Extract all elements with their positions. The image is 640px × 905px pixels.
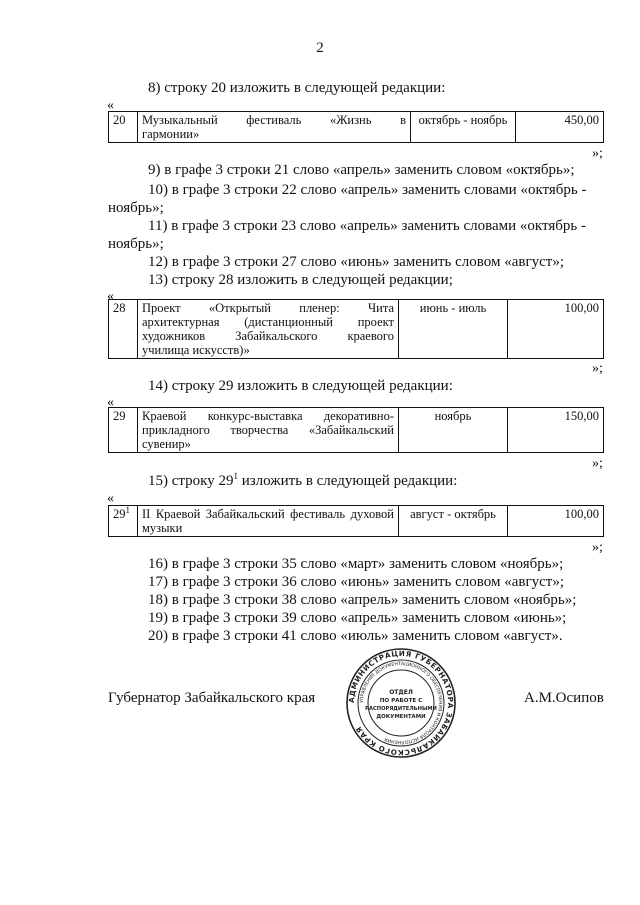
svg-text:АДМИНИСТРАЦИЯ ГУБЕРНАТОРА ЗАБА: АДМИНИСТРАЦИЯ ГУБЕРНАТОРА ЗАБАЙКАЛЬСКОГО КРАЯ [346, 648, 456, 758]
quote-close: »; [592, 456, 603, 471]
quote-open: « [107, 289, 114, 304]
item-15: 15) строку $29^1$ изложить в следующей редакции: [148, 471, 458, 489]
item-17: 17) в графе 3 строки 36 слово «июнь» заменить словом «август»; [148, 574, 564, 590]
svg-text:ОТДЕЛ: ОТДЕЛ [389, 689, 413, 696]
table-row-29 [108, 407, 604, 453]
item-11-cont: ноябрь»; [108, 236, 164, 252]
row-amount: 100,00 [508, 506, 604, 537]
item-19: 19) в графе 3 строки 39 слово «апрель» заменить словом «июнь»; [148, 610, 567, 626]
item-20: 20) в графе 3 строки 41 слово «июль» заменить словом «август». [148, 628, 563, 644]
quote-close: »; [592, 146, 603, 161]
item-11: 11) в графе 3 строки 23 слово «апрель» заменить словами «октябрь - [148, 218, 586, 234]
item-12: 12) в графе 3 строки 27 слово «июнь» заменить словом «август»; [148, 254, 564, 270]
table-row-28 [108, 299, 604, 359]
quote-close: »; [592, 540, 603, 555]
item-10-cont: ноябрь»; [108, 200, 164, 216]
item-13: 13) строку 28 изложить в следующей редакции; [148, 272, 453, 288]
item-18: 18) в графе 3 строки 38 слово «апрель» заменить словом «ноябрь»; [148, 592, 577, 608]
quote-open: « [107, 395, 114, 410]
svg-text:УПРАВЛЕНИЕ ДОКУМЕНТАЦИОННОГО О: УПРАВЛЕНИЕ ДОКУМЕНТАЦИОННОГО ОБЕСПЕЧЕНИЯ И КОНТРОЛЯ ИСПОЛНЕНИЯ [359, 661, 443, 745]
svg-text:ПО РАБОТЕ С: ПО РАБОТЕ С [379, 698, 423, 704]
row-amount: 100,00 [508, 300, 604, 359]
row-period: август - октябрь [399, 506, 508, 537]
row-number: 29 [109, 408, 138, 453]
row-period: ноябрь [399, 408, 508, 453]
row-name: Проект «Открытый пленер: Чита архитектурная (дистанционный проект художников Забайкальского краевого училища искусств)» [138, 300, 399, 359]
svg-text:ДОКУМЕНТАМИ: ДОКУМЕНТАМИ [376, 714, 426, 720]
row-period: октябрь - ноябрь [411, 112, 516, 143]
quote-open: « [107, 98, 114, 113]
row-name: Краевой конкурс-выставка декоративно- прикладного творчества «Забайкальский сувенир» [138, 408, 399, 453]
item-8: 8) строку 20 изложить в следующей редакции: [148, 80, 446, 96]
table-row-29-1 [108, 505, 604, 537]
row-number: $29^1$ [109, 506, 138, 537]
row-amount: 450,00 [516, 112, 604, 143]
item-10: 10) в графе 3 строки 22 слово «апрель» заменить словами «октябрь - [148, 182, 587, 198]
item-14: 14) строку 29 изложить в следующей редакции: [148, 378, 453, 394]
svg-text:РАСПОРЯДИТЕЛЬНЫМИ: РАСПОРЯДИТЕЛЬНЫМИ [365, 706, 437, 712]
row-number: 20 [109, 112, 138, 143]
item-9: 9) в графе 3 строки 21 слово «апрель» заменить словом «октябрь»; [148, 162, 575, 178]
official-stamp [345, 647, 457, 759]
row-number: 28 [109, 300, 138, 359]
quote-close: »; [592, 361, 603, 376]
row-amount: 150,00 [508, 408, 604, 453]
signature-name: А.М.Осипов [524, 690, 604, 706]
page-number: 2 [316, 40, 324, 56]
item-16: 16) в графе 3 строки 35 слово «март» заменить словом «ноябрь»; [148, 556, 564, 572]
row-name: Музыкальный фестиваль «Жизнь в гармонии» [138, 112, 411, 143]
row-name: II Краевой Забайкальский фестиваль духовой музыки [138, 506, 399, 537]
quote-open: « [107, 491, 114, 506]
table-row-20 [108, 111, 604, 143]
row-period: июнь - июль [399, 300, 508, 359]
signature-position: Губернатор Забайкальского края [108, 690, 316, 706]
